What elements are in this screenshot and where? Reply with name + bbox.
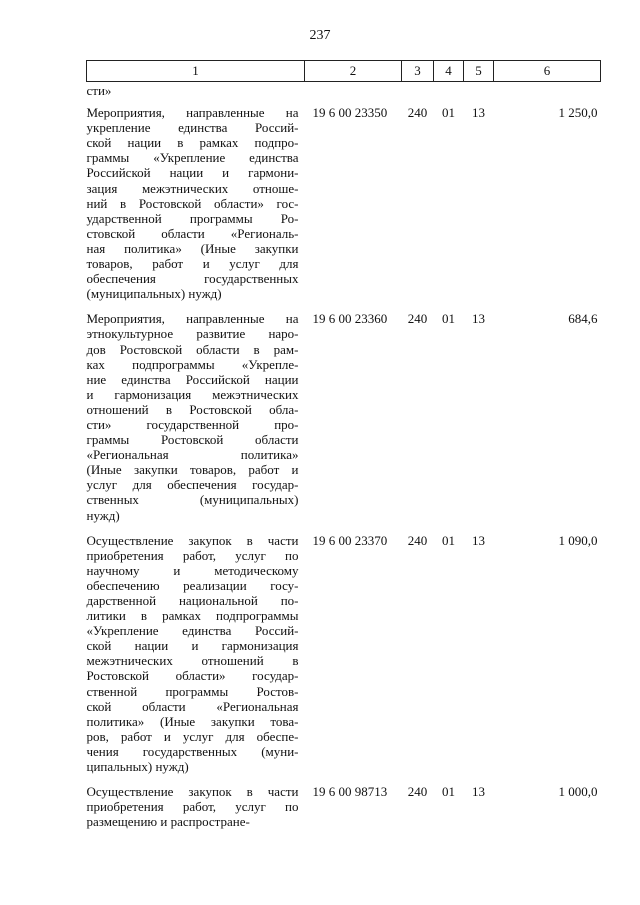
row-name-line: дарственной национальной по-	[86, 593, 299, 608]
row-name-line: Осуществление закупок в части	[86, 784, 299, 800]
row-name-line: товаров, работ и услуг для	[86, 256, 299, 272]
row-name-line: и гармонизация межэтнических	[86, 386, 299, 402]
page-number: 237	[309, 28, 331, 43]
row-name-line: межэтнических отношений в	[86, 653, 299, 669]
table-row	[87, 780, 601, 835]
row-name-line: «Укрепление единства Россий-	[86, 623, 299, 639]
row-name-line: услуг для обеспечения государ-	[86, 477, 299, 493]
table-row	[87, 307, 601, 528]
row-name-line: Ростовской области» государ-	[86, 668, 299, 684]
row-sum-cell: 684,6	[568, 311, 598, 327]
row-name-line: Мероприятия, направленные на	[86, 311, 299, 327]
row-name-line: граммы «Укрепление единства	[86, 150, 299, 166]
row-name-line: ках подпрограммы «Укрепле-	[86, 356, 299, 372]
row-name-line: дов Ростовской области в рам-	[86, 341, 299, 357]
row-name-line: политика» (Иные закупки това-	[86, 713, 299, 729]
column-header-3: 3	[402, 61, 434, 82]
column-header-5: 5	[464, 61, 494, 82]
row-name-cell	[87, 101, 305, 307]
column-header-2: 2	[305, 61, 402, 82]
row-rz-cell: 01	[442, 784, 455, 800]
header-row	[87, 61, 601, 82]
row-name-line: чения государственных (муни-	[86, 743, 299, 759]
column-header-6: 6	[494, 61, 601, 82]
row-vr-cell: 240	[407, 311, 428, 327]
row-name-line: этнокультурное развитие наро-	[86, 326, 299, 342]
row-name-line: зация межэтнических отноше-	[86, 180, 299, 196]
row-name-line: ской нации в рамках подпро-	[86, 135, 299, 151]
row-name-line: ние единства Российской нации	[86, 371, 299, 387]
row-pr-cell: 13	[472, 532, 485, 548]
row-pr-cell: 13	[472, 105, 485, 121]
row-name-line: укрепление единства Россий-	[86, 120, 299, 136]
row-pr-cell: 13	[472, 311, 485, 327]
row-name-line: приобретения работ, услуг по	[86, 547, 299, 563]
table-row	[87, 101, 601, 307]
budget-table	[86, 60, 601, 835]
row-name-line: нужд)	[86, 507, 120, 523]
row-code-cell: 19 6 00 98713	[312, 784, 388, 800]
row-name-line: размещению и распростране-	[86, 814, 250, 830]
row-name-line: ской нации и гармонизация	[86, 638, 299, 654]
row-rz-cell: 01	[442, 532, 455, 548]
row-name-line: Осуществление закупок в части	[86, 532, 299, 548]
row-name-line: отношений в Ростовской обла-	[86, 401, 299, 417]
row-name-line: ударственной программы Ро-	[86, 210, 299, 226]
row-name-line: научному и методическому	[86, 562, 299, 578]
table-body	[87, 82, 601, 836]
row-sum-cell: 1 090,0	[558, 532, 598, 548]
row-name-line: ний в Ростовской области» гос-	[86, 195, 299, 211]
row-name-line: ской области «Региональная	[86, 698, 299, 714]
row-name-line: приобретения работ, услуг по	[86, 799, 299, 815]
row-name-line: «Региональная политика»	[86, 447, 299, 463]
row-name-line: обеспечения государственных	[86, 271, 299, 287]
row-name-line: стовской области «Региональ-	[86, 225, 299, 241]
row-vr-cell: 240	[407, 532, 428, 548]
row-name-line: ная политика» (Иные закупки	[86, 240, 299, 256]
row-name-cell	[87, 307, 305, 528]
row-name-line: Мероприятия, направленные на	[86, 105, 299, 121]
row-code-cell: 19 6 00 23370	[312, 532, 388, 548]
table-row	[87, 529, 601, 781]
row-name-line: обеспечению реализации госу-	[86, 577, 299, 593]
column-header-1: 1	[87, 61, 305, 82]
row-rz-cell: 01	[442, 311, 455, 327]
row-name-line: ров, работ и услуг для обеспе-	[86, 728, 299, 744]
row-name-cell	[87, 529, 305, 781]
row-name-line: граммы Ростовской области	[86, 432, 299, 448]
row-vr-cell: 240	[407, 784, 428, 800]
row-code-cell: 19 6 00 23350	[312, 105, 388, 121]
row-sum-cell: 1 000,0	[558, 784, 598, 800]
continuation-row	[87, 82, 601, 102]
row-name-line: (муниципальных) нужд)	[86, 286, 222, 302]
table-header	[87, 61, 601, 82]
row-name-line: сти» государственной про-	[86, 416, 299, 432]
row-code-cell: 19 6 00 23360	[312, 311, 388, 327]
row-name-line: ственных (муниципальных)	[86, 492, 299, 508]
row-name-line: Российской нации и гармони-	[86, 165, 299, 181]
row-pr-cell: 13	[472, 784, 485, 800]
row-name-line: (Иные закупки товаров, работ и	[86, 462, 299, 478]
row-vr-cell: 240	[407, 105, 428, 121]
continuation-text: сти»	[86, 83, 112, 98]
row-name-line: ственной программы Ростов-	[86, 683, 299, 699]
row-name-line: ципальных) нужд)	[86, 759, 189, 775]
row-sum-cell: 1 250,0	[558, 105, 598, 121]
column-header-4: 4	[434, 61, 464, 82]
row-name-line: литики в рамках подпрограммы	[86, 608, 299, 624]
row-rz-cell: 01	[442, 105, 455, 121]
row-name-cell	[87, 780, 305, 835]
